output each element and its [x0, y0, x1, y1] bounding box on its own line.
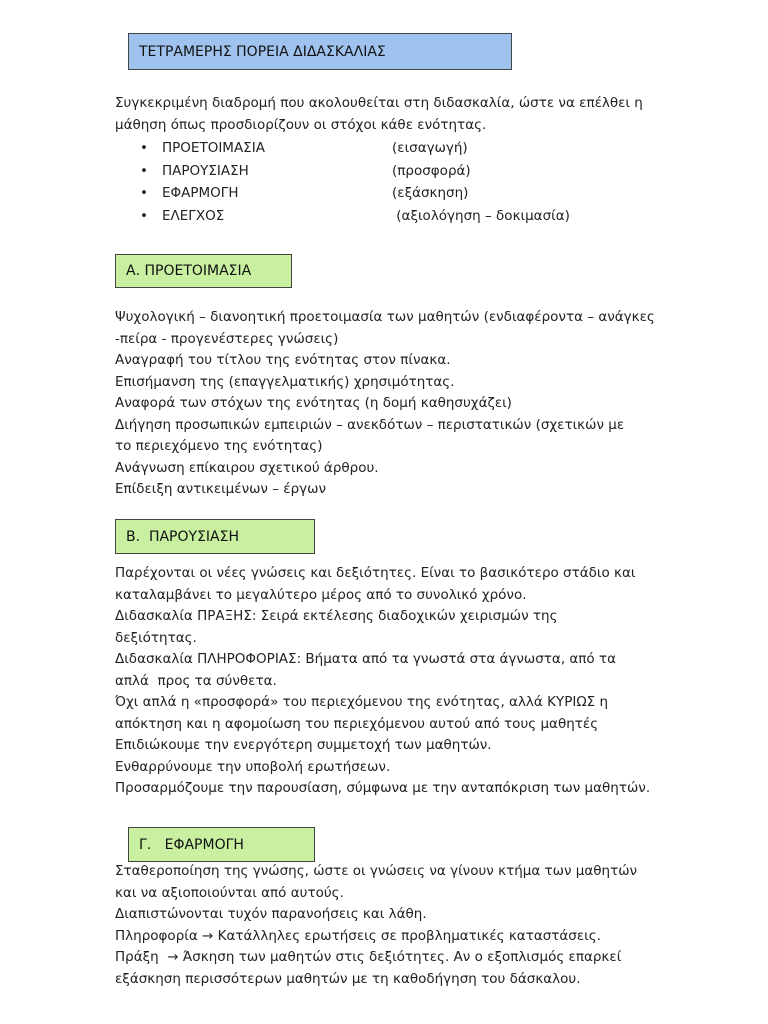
intro-line: μάθηση όπως προσδιορίζουν οι στόχοι κάθε ενότητας.	[115, 116, 487, 133]
section-c-line: Σταθεροποίηση της γνώσης, ώστε οι γνώσεις να γίνουν κτήμα των μαθητών	[115, 863, 638, 879]
bullet-icon: •	[140, 162, 148, 179]
bullet-icon: •	[140, 140, 148, 156]
section-c-line: Πληροφορία → Κατάλληλες ερωτήσεις σε προβληματικές καταστάσεις.	[115, 927, 601, 944]
section-b-line: Ενθαρρύνουμε την υποβολή ερωτήσεων.	[115, 758, 391, 775]
section-a-body	[115, 307, 655, 501]
stage-term: ΕΦΑΡΜΟΓΗ	[162, 185, 239, 201]
list-item	[140, 182, 580, 205]
section-c-line: Διαπιστώνονται τυχόν παρανοήσεις και λάθη.	[115, 906, 427, 922]
section-b-line: Παρέχονται οι νέες γνώσεις και δεξιότητες. Είναι το βασικότερο στάδιο και	[115, 565, 636, 581]
section-a-heading: Α. ΠΡΟΕΤΟΙΜΑΣΙΑ	[115, 254, 292, 288]
section-a-line: Επίδειξη αντικειμένων – έργων	[115, 481, 326, 497]
intro-line: Συγκεκριμένη διαδρομή που ακολουθείται στη διδασκαλία, ώστε να επέλθει η	[115, 95, 643, 111]
section-c-line: Πράξη → Άσκηση των μαθητών στις δεξιότητες. Αν ο εξοπλισμός επαρκεί	[115, 949, 622, 965]
section-a-line: Αναφορά των στόχων της ενότητας (η δομή καθησυχάζει)	[115, 395, 512, 411]
section-b-line: δεξιότητας.	[115, 629, 197, 646]
stages-list	[140, 137, 580, 227]
section-b-line: Επιδιώκουμε την ενεργότερη συμμετοχή των μαθητών.	[115, 737, 492, 753]
bullet-icon: •	[140, 207, 148, 224]
bullet-icon: •	[140, 185, 148, 201]
list-item	[140, 137, 580, 160]
section-b-line: απλά προς τα σύνθετα.	[115, 672, 277, 689]
stage-term: ΕΛΕΓΧΟΣ	[162, 207, 225, 224]
section-a-line: Διήγηση προσωπικών εμπειριών – ανεκδότων – περιστατικών (σχετικών με	[115, 416, 625, 433]
section-c-line: και να αξιοποιούνται από αυτούς.	[115, 884, 344, 901]
section-b-line: Διδασκαλία ΠΛΗΡΟΦΟΡΙΑΣ: Βήματα από τα γνωστά στα άγνωστα, από τα	[115, 651, 617, 667]
section-a-line: Επισήμανση της (επαγγελματικής) χρησιμότητας.	[115, 373, 455, 390]
stage-term: ΠΑΡΟΥΣΙΑΣΗ	[162, 162, 249, 179]
section-b-line: απόκτηση και η αφομοίωση του περιεχόμενου αυτού από τους μαθητές	[115, 715, 599, 732]
section-a-line: το περιεχόμενο της ενότητας)	[115, 438, 323, 454]
section-b-line: Όχι απλά η «προσφορά» του περιεχόμενου της ενότητας, αλλά ΚΥΡΙΩΣ η	[115, 694, 609, 710]
section-c-heading: Γ. ΕΦΑΡΜΟΓΗ	[128, 827, 315, 862]
stage-desc: (αξιολόγηση – δοκιμασία)	[392, 207, 570, 224]
intro-paragraph	[115, 93, 655, 136]
section-b-heading: Β. ΠΑΡΟΥΣΙΑΣΗ	[115, 519, 315, 554]
section-a-line: Ανάγνωση επίκαιρου σχετικού άρθρου.	[115, 459, 379, 476]
stage-desc: (εξάσκηση)	[392, 185, 469, 201]
section-a-line: Ψυχολογική – διανοητική προετοιμασία των μαθητών (ενδιαφέροντα – ανάγκες	[115, 309, 655, 325]
section-c-line: εξάσκηση περισσότερων μαθητών με τη καθοδήγηση του δάσκαλου.	[115, 970, 581, 987]
section-b-line: Προσαρμόζουμε την παρουσίαση, σύμφωνα με την ανταπόκριση των μαθητών.	[115, 780, 651, 796]
section-a-line: Αναγραφή του τίτλου της ενότητας στον πίνακα.	[115, 352, 451, 368]
stage-desc: (εισαγωγή)	[392, 140, 468, 156]
section-a-line: -πείρα - προγενέστερες γνώσεις)	[115, 330, 339, 347]
document-title: ΤΕΤΡΑΜΕΡΗΣ ΠΟΡΕΙΑ ΔΙΔΑΣΚΑΛΙΑΣ	[128, 33, 512, 70]
list-item	[140, 160, 580, 183]
stage-term: ΠΡΟΕΤΟΙΜΑΣΙΑ	[162, 140, 265, 156]
stage-desc: (προσφορά)	[392, 162, 471, 179]
section-b-line: Διδασκαλία ΠΡΑΞΗΣ: Σειρά εκτέλεσης διαδοχικών χειρισμών της	[115, 608, 558, 624]
section-b-body	[115, 563, 655, 800]
section-b-line: καταλαμβάνει το μεγαλύτερο μέρος από το συνολικό χρόνο.	[115, 586, 527, 603]
list-item	[140, 205, 580, 228]
section-c-body	[115, 861, 655, 990]
